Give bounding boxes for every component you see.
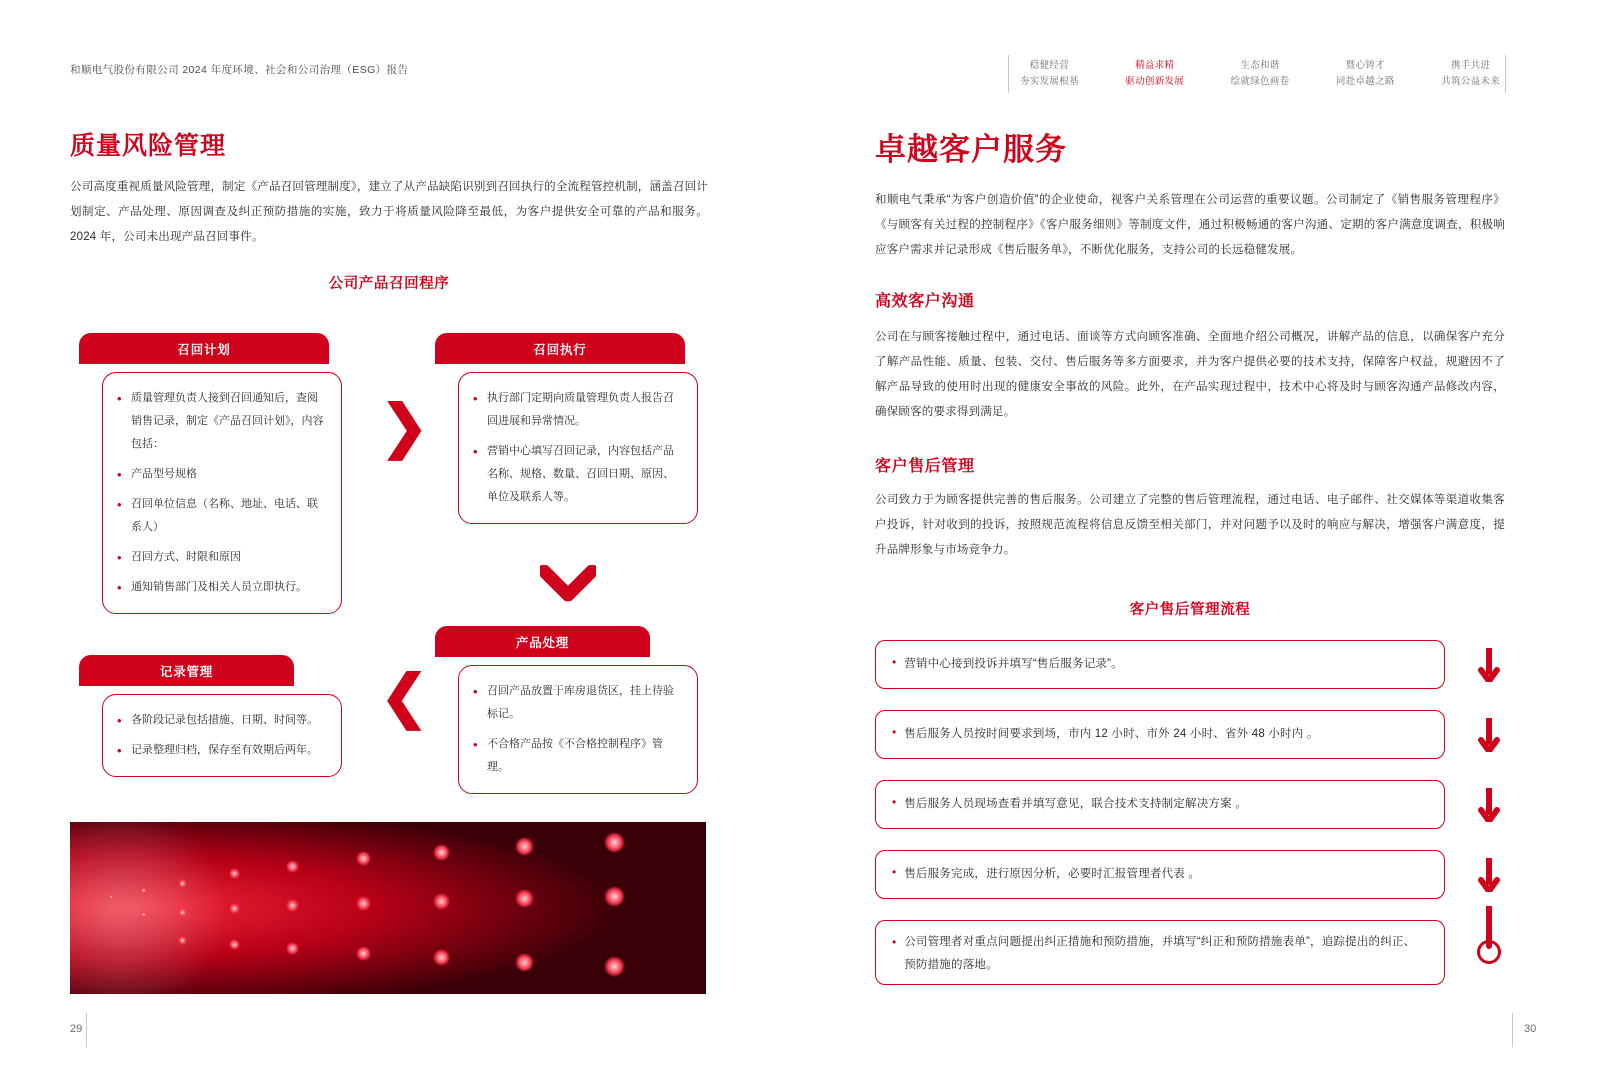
- flow-node-recall-execution: [435, 333, 685, 364]
- chevron-down-icon: [540, 565, 596, 608]
- document-title: 和顺电气股份有限公司 2024 年度环境、社会和公司治理（ESG）报告: [70, 64, 409, 76]
- header-nav-item-1[interactable]: [1125, 58, 1184, 90]
- aftersales-step-2: [875, 710, 1445, 759]
- aftersales-step-3: [875, 780, 1445, 829]
- page-title-customer-service: 卓越客户服务: [875, 132, 1067, 167]
- header-nav-item-4-line2: 共筑公益未来: [1441, 76, 1500, 87]
- list-item: • 召回产品放置于库房退货区，挂上待验标记。: [473, 680, 681, 726]
- list-item: • 各阶段记录包括措施、日期、时间等。: [117, 709, 325, 732]
- header-nav-item-0-line1: 稳健经营: [1029, 60, 1069, 71]
- quality-risk-intro: 公司高度重视质量风险管理，制定《产品召回管理制度》，建立了从产品缺陷识别到召回执行的全流程管控机制，涵盖召回计划制定、产品处理、原因调查及纠正预防措施的实施，致力于将质量风险降至最低，为客户提供安全可靠的产品和服务。2024 年，公司未出现产品召回事件。: [70, 181, 708, 243]
- chevron-right-icon: ❯: [380, 394, 429, 459]
- subsection-title-communication: 高效客户沟通: [875, 293, 975, 310]
- flow-node-recall-execution-title: 召回执行: [435, 333, 685, 364]
- aftersales-step-1-text: 营销中心接到投诉并填写“售后服务记录”。: [904, 658, 1123, 670]
- aftersales-text: 公司致力于为顾客提供完善的售后服务。公司建立了完整的售后管理流程，通过电话、电子邮件、社交媒体等渠道收集客户投诉，针对收到的投诉，按照规范流程将信息反馈至相关部门，并对问题予以及时的响应与解决，增强客户满意度，提升品牌形象与市场竞争力。: [875, 494, 1505, 556]
- bullet-icon: •: [892, 655, 897, 669]
- list-item: • 不合格产品按《不合格控制程序》管理。: [473, 733, 681, 779]
- list-item: • 召回单位信息（名称、地址、电话、联系人）: [117, 493, 325, 539]
- header-nav-item-2-line2: 绘就绿色画卷: [1230, 76, 1290, 87]
- down-arrow-icon-4: [1478, 858, 1500, 892]
- page-title-quality-risk: 质量风险管理: [70, 132, 227, 160]
- aftersales-step-3-text: 售后服务人员现场查看并填写意见，联合技术支持制定解决方案 。: [904, 798, 1247, 810]
- header-nav-item-1-line2: 驱动创新发展: [1125, 76, 1185, 87]
- header-nav-item-4-line1: 携手共进: [1450, 60, 1491, 71]
- right-page: [800, 0, 1600, 1085]
- aftersales-step-4: [875, 850, 1445, 899]
- header-nav-item-2[interactable]: [1231, 58, 1290, 90]
- list-item: • 召回方式、时限和原因: [117, 546, 325, 569]
- flow-node-record-management-title: 记录管理: [79, 655, 294, 686]
- photo-dot-overlay: [70, 822, 706, 994]
- header-nav-item-2-line1: 生态和谐: [1240, 60, 1280, 71]
- header-nav-item-3-line1: 暨心铸才: [1345, 60, 1385, 71]
- flow-node-recall-plan: [79, 333, 329, 364]
- led-lights-photo: [70, 822, 706, 994]
- flow-node-recall-execution-body: [458, 372, 698, 524]
- aftersales-step-4-text: 售后服务完成，进行原因分析，必要时汇报管理者代表 。: [904, 868, 1201, 880]
- header-nav-item-0-line2: 夯实发展根基: [1020, 76, 1079, 87]
- header-divider-end: [1505, 55, 1506, 93]
- bullet-icon: •: [892, 795, 897, 809]
- aftersales-step-2-text: 售后服务人员按时间要求到场，市内 12 小时、市外 24 小时、省外 48 小时内 。: [904, 728, 1319, 740]
- list-item: • 执行部门定期向质量管理负责人报告召回进展和异常情况。: [473, 387, 681, 433]
- bullet-icon: •: [892, 935, 897, 949]
- flow-node-product-handling-body: [458, 665, 698, 794]
- aftersales-step-5: [875, 920, 1445, 985]
- list-item: • 产品型号规格: [117, 463, 325, 486]
- footer-divider-left: [86, 1013, 87, 1047]
- subsection-title-aftersales: 客户售后管理: [875, 458, 975, 475]
- header-nav-item-3-line2: 同赴卓越之路: [1335, 76, 1395, 87]
- arrow-tail-icon-5: [1478, 906, 1500, 940]
- list-item: • 通知销售部门及相关人员立即执行。: [117, 576, 325, 599]
- bullet-icon: •: [892, 725, 897, 739]
- down-arrow-icon-2: [1478, 718, 1500, 752]
- header-nav-item-4[interactable]: [1441, 58, 1500, 90]
- aftersales-arrow-column: [1472, 640, 1512, 990]
- footer-divider-right: [1512, 1013, 1513, 1047]
- list-item: • 记录整理归档，保存至有效期后两年。: [117, 739, 325, 762]
- header-nav-item-3[interactable]: [1336, 58, 1395, 90]
- aftersales-step-1: [875, 640, 1445, 689]
- page-number-left: 29: [70, 1023, 83, 1035]
- flow-node-product-handling: [435, 626, 650, 657]
- list-item: • 营销中心填写召回记录，内容包括产品名称、规格、数量、召回日期、原因、单位及联系人等。: [473, 440, 681, 509]
- customer-service-intro: 和顺电气秉承“为客户创造价值”的企业使命，视客户关系管理在公司运营的重要议题。公司制定了《销售服务管理程序》《与顾客有关过程的控制程序》《客户服务细则》等制度文件，通过积极畅通的客户沟通、定期的客户满意度调查，积极响应客户需求并记录形成《售后服务单》，不断优化服务，支持公司的长远稳健发展。: [875, 194, 1505, 256]
- header-divider-start: [1008, 55, 1009, 93]
- recall-flow-title: 公司产品召回程序: [328, 276, 450, 292]
- page-number-right: 30: [1524, 1023, 1537, 1035]
- flow-node-recall-plan-title: 召回计划: [79, 333, 329, 364]
- header-nav-item-1-line1: 精益求精: [1135, 60, 1175, 71]
- list-item: • 质量管理负责人接到召回通知后，查阅销售记录，制定《产品召回计划》，内容包括：: [117, 387, 325, 456]
- aftersales-flow-title: 客户售后管理流程: [1129, 602, 1251, 618]
- bullet-icon: •: [892, 865, 897, 879]
- aftersales-step-5-text: 公司管理者对重点问题提出纠正措施和预防措施，并填写“纠正和预防措施表单”，追踪提出的纠正、预防措施的落地。: [904, 936, 1416, 971]
- flow-node-record-management: [79, 655, 294, 686]
- down-arrow-icon-1: [1478, 648, 1500, 682]
- communication-text: 公司在与顾客接触过程中，通过电话、面谈等方式向顾客准确、全面地介绍公司概况，讲解产品的信息，以确保客户充分了解产品性能、质量、包装、交付、售后服务等多方面要求，并为客户提供必要的技术支持，保障客户权益，规避因不了解产品导致的使用时出现的健康安全事故的风险。此外，在产品实现过程中，技术中心将及时与顾客沟通产品修改内容，确保顾客的要求得到满足。: [875, 331, 1505, 418]
- flow-node-recall-plan-body: [102, 372, 342, 614]
- header-nav: [1020, 58, 1500, 90]
- flow-end-circle-icon: [1477, 940, 1501, 964]
- down-arrow-icon-3: [1478, 788, 1500, 822]
- flow-node-product-handling-title: 产品处理: [435, 626, 650, 657]
- chevron-left-icon: ❮: [380, 664, 429, 729]
- header-nav-item-0[interactable]: [1020, 58, 1079, 90]
- flow-node-record-management-body: [102, 694, 342, 777]
